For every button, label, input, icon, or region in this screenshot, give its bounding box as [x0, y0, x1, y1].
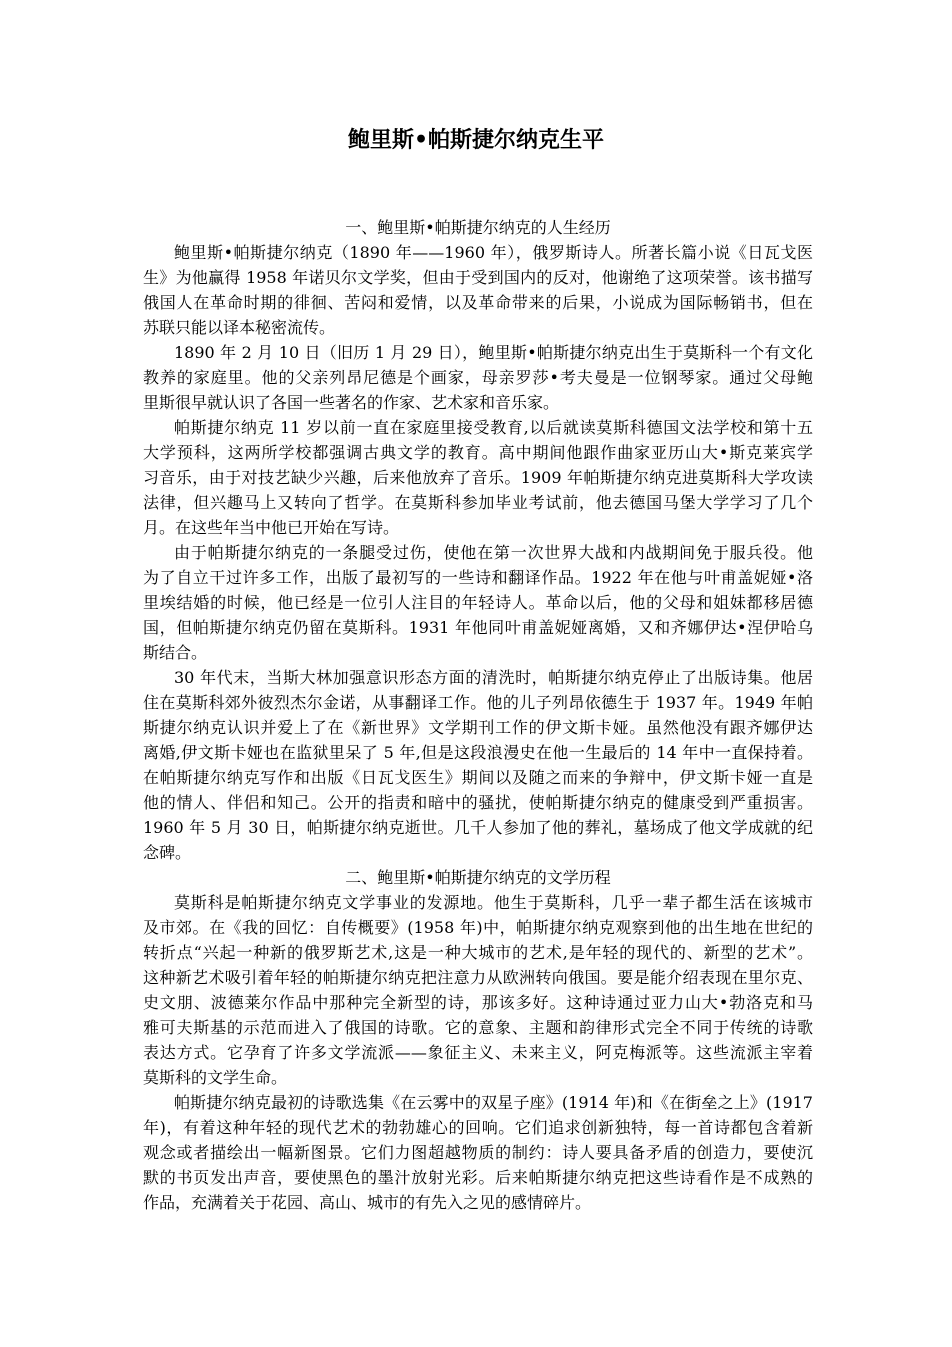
document-body — [143, 215, 813, 1215]
paragraph-line: 苏联只能以译本秘密流传。 — [143, 318, 336, 337]
paragraph-line: 俄国人在革命时期的徘徊、苦闷和爱情，以及革命带来的后果，小说成为国际畅销书，但在 — [143, 293, 813, 312]
paragraph — [143, 665, 813, 865]
paragraph-line: 及市郊。在《我的回忆：自传概要》(1958 年)中，帕斯捷尔纳克观察到他的出生地在世纪的 — [143, 918, 813, 937]
paragraph-line: 离婚,伊文斯卡娅也在监狱里呆了 5 年,但是这段浪漫史在他一生最后的 14 年中一直保持着。 — [143, 743, 813, 762]
paragraph-line: 莫斯科的文学生命。 — [143, 1068, 288, 1087]
document-title: 鲍里斯•帕斯捷尔纳克生平 — [347, 127, 605, 153]
paragraph-line: 年)，有着这种年轻的现代艺术的勃勃雄心的回响。它们追求创新独特，每一首诗都包含着新 — [143, 1118, 813, 1137]
paragraph-line: 大学预科，这两所学校都强调古典文学的教育。高中期间他跟作曲家亚历山大•斯克莱宾学 — [143, 443, 813, 462]
paragraph — [143, 415, 813, 540]
paragraph-line: 观念或者描绘出一幅新图景。它们力图超越物质的制约：诗人要具备矛盾的创造力，要使沉 — [143, 1143, 813, 1162]
paragraph-line: 里埃结婚的时候，他已经是一位引人注目的年轻诗人。革命以后，他的父母和姐妹都移居德 — [143, 593, 813, 612]
paragraph-line: 他的情人、伴侣和知己。公开的指责和暗中的骚扰，使帕斯捷尔纳克的健康受到严重损害。 — [143, 793, 813, 812]
paragraph-line: 由于帕斯捷尔纳克的一条腿受过伤，使他在第一次世界大战和内战期间免于服兵役。他 — [174, 543, 813, 562]
paragraph — [143, 340, 813, 415]
paragraph-line: 月。在这些年当中他已开始在写诗。 — [143, 518, 400, 537]
paragraph-line: 莫斯科是帕斯捷尔纳克文学事业的发源地。他生于莫斯科，几乎一辈子都生活在该城市 — [174, 893, 813, 912]
paragraph-line: 念碑。 — [143, 843, 192, 862]
section-heading-literary: 二、鲍里斯•帕斯捷尔纳克的文学历程 — [345, 868, 611, 887]
paragraph-line: 雅可夫斯基的示范而进入了俄国的诗歌。它的意象、主题和韵律形式完全不同于传统的诗歌 — [143, 1018, 813, 1037]
paragraph-line: 鲍里斯•帕斯捷尔纳克（1890 年——1960 年），俄罗斯诗人。所著长篇小说《日瓦戈医 — [174, 243, 813, 262]
paragraph-line: 表达方式。它孕育了许多文学流派——象征主义、未来主义，阿克梅派等。这些流派主宰着 — [143, 1043, 813, 1062]
paragraph-line: 这种新艺术吸引着年轻的帕斯捷尔纳克把注意力从欧洲转向俄国。要是能介绍表现在里尔克、 — [143, 968, 813, 987]
paragraph — [143, 540, 813, 665]
paragraph-line: 为了自立干过许多工作，出版了最初写的一些诗和翻译作品。1922 年在他与叶甫盖妮娅•洛 — [143, 568, 813, 587]
paragraph-line: 习音乐，由于对技艺缺少兴趣，后来他放弃了音乐。1909 年帕斯捷尔纳克进莫斯科大学攻读 — [143, 468, 813, 487]
paragraph-line: 转折点“兴起一种新的俄罗斯艺术,这是一种大城市的艺术,是年轻的现代的、新型的艺术”。 — [143, 943, 813, 962]
paragraph-line: 作品，充满着关于花园、高山、城市的有先入之见的感情碎片。 — [143, 1193, 592, 1212]
paragraph — [143, 1090, 813, 1215]
paragraph-line: 默的书页发出声音，要使黑色的墨汁放射光彩。后来帕斯捷尔纳克把这些诗看作是不成熟的 — [143, 1168, 813, 1187]
paragraph-line: 1890 年 2 月 10 日（旧历 1 月 29 日），鲍里斯•帕斯捷尔纳克出生于莫斯科一个有文化 — [174, 343, 813, 362]
paragraph-line: 斯结合。 — [143, 643, 208, 662]
paragraph-line: 30 年代末，当斯大林加强意识形态方面的清洗时，帕斯捷尔纳克停止了出版诗集。他居 — [174, 668, 813, 687]
paragraph-line: 教养的家庭里。他的父亲列昂尼德是个画家，母亲罗莎•考夫曼是一位钢琴家。通过父母鲍 — [143, 368, 813, 387]
paragraph-line: 法律，但兴趣马上又转向了哲学。在莫斯科参加毕业考试前，他去德国马堡大学学习了几个 — [143, 493, 813, 512]
paragraph — [143, 240, 813, 340]
paragraph-line: 斯捷尔纳克认识并爱上了在《新世界》文学期刊工作的伊文斯卡娅。虽然他没有跟齐娜伊达 — [143, 718, 813, 737]
paragraph-line: 史文朋、波德莱尔作品中那种完全新型的诗，那该多好。这种诗通过亚力山大•勃洛克和马 — [143, 993, 813, 1012]
paragraph-line: 1960 年 5 月 30 日，帕斯捷尔纳克逝世。几千人参加了他的葬礼，墓场成了他文学成就的纪 — [143, 818, 813, 837]
paragraph-line: 生》为他赢得 1958 年诺贝尔文学奖，但由于受到国内的反对，他谢绝了这项荣誉。该书描写 — [143, 268, 813, 287]
paragraph-line: 国，但帕斯捷尔纳克仍留在莫斯科。1931 年他同叶甫盖妮娅离婚，又和齐娜伊达•涅伊哈乌 — [143, 618, 813, 637]
paragraph-line: 帕斯捷尔纳克最初的诗歌选集《在云雾中的双星子座》(1914 年)和《在街垒之上》(1917 — [174, 1093, 813, 1112]
paragraph-line: 里斯很早就认识了各国一些著名的作家、艺术家和音乐家。 — [143, 393, 560, 412]
section-heading-life: 一、鲍里斯•帕斯捷尔纳克的人生经历 — [345, 218, 611, 237]
paragraph-line: 在帕斯捷尔纳克写作和出版《日瓦戈医生》期间以及随之而来的争辩中，伊文斯卡娅一直是 — [143, 768, 813, 787]
paragraph — [143, 890, 813, 1090]
paragraph-line: 住在莫斯科郊外彼烈杰尔金诺，从事翻译工作。他的儿子列昂依德生于 1937 年。1949 年帕 — [143, 693, 813, 712]
paragraph-line: 帕斯捷尔纳克 11 岁以前一直在家庭里接受教育,以后就读莫斯科德国文法学校和第十五 — [174, 418, 813, 437]
